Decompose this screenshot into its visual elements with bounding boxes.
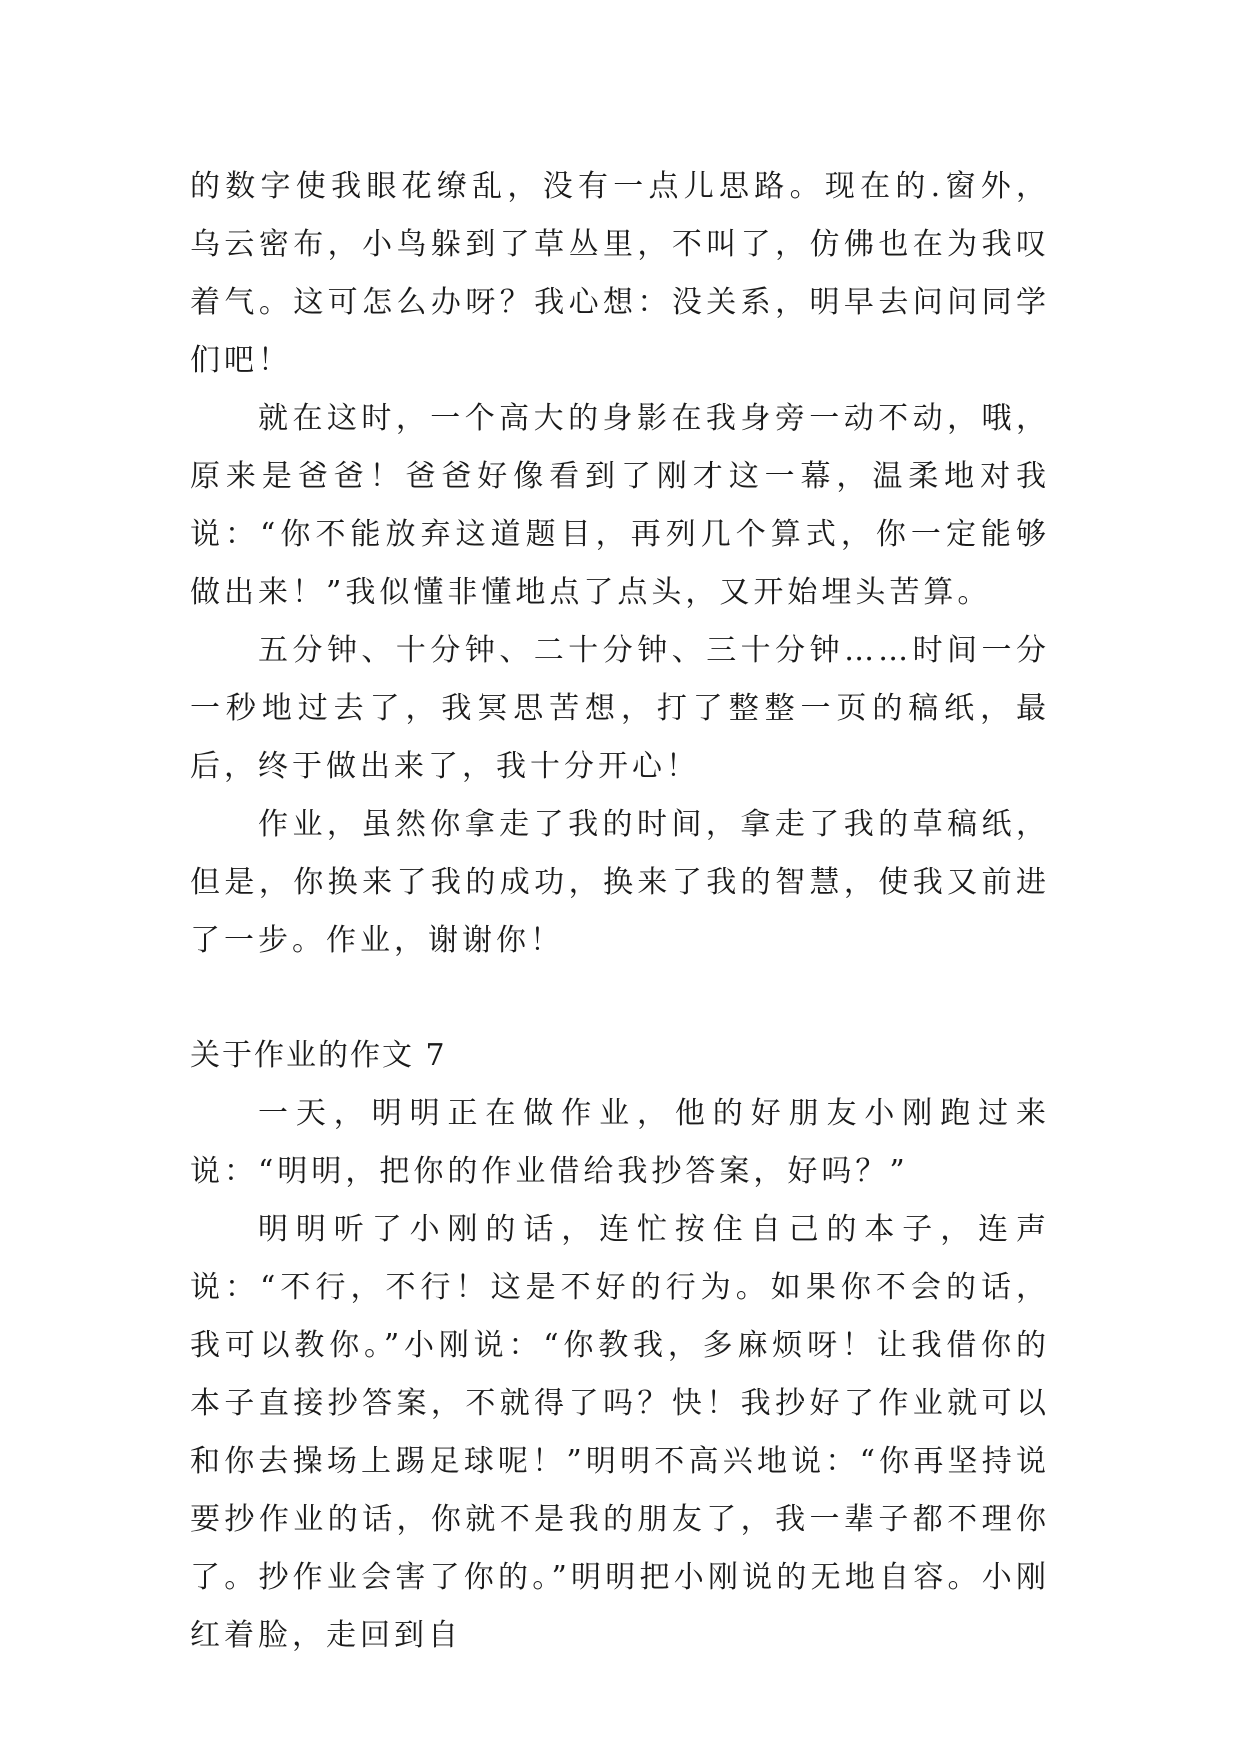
paragraph-xiaogang-request: 一天，明明正在做作业，他的好朋友小刚跑过来说：“明明，把你的作业借给我抄答案，好吗？” [190,1096,1050,1189]
paragraph-father: 就在这时，一个高大的身影在我身旁一动不动，哦，原来是爸爸！爸爸好像看到了刚才这一幕，温柔地对我说：“你不能放弃这道题目，再列几个算式，你一定能够做出来！”我似懂非懂地点了点头，又开始埋头苦算。 [190,401,1050,610]
section-heading: 关于作业的作文 7 [190,1038,447,1073]
paragraph-thanks-homework: 作业，虽然你拿走了我的时间，拿走了我的草稿纸，但是，你换来了我的成功，换来了我的智慧，使我又前进了一步。作业，谢谢你！ [190,807,1050,958]
paragraph-mingming-refuses: 明明听了小刚的话，连忙按住自己的本子，连声说：“不行，不行！这是不好的行为。如果你不会的话，我可以教你。”小刚说：“你教我，多麻烦呀！让我借你的本子直接抄答案，不就得了吗？快！我抄好了作业就可以和你去操场上踢足球呢！”明明不高兴地说：“你再坚持说要抄作业的话，你就不是我的朋友了，我一辈子都不理你了。抄作业会害了你的。”明明把小刚说的无地自容。小刚红着脸，走回到自 [190,1212,1050,1653]
document-body [190,158,1050,1665]
paragraph-time-passing: 五分钟、十分钟、二十分钟、三十分钟……时间一分一秒地过去了，我冥思苦想，打了整整一页的稿纸，最后，终于做出来了，我十分开心！ [190,633,1050,784]
paragraph-continuation: 的数字使我眼花缭乱，没有一点儿思路。现在的.窗外，乌云密布，小鸟躲到了草丛里，不叫了，仿佛也在为我叹着气。这可怎么办呀？我心想：没关系，明早去问问同学们吧！ [190,169,1050,378]
